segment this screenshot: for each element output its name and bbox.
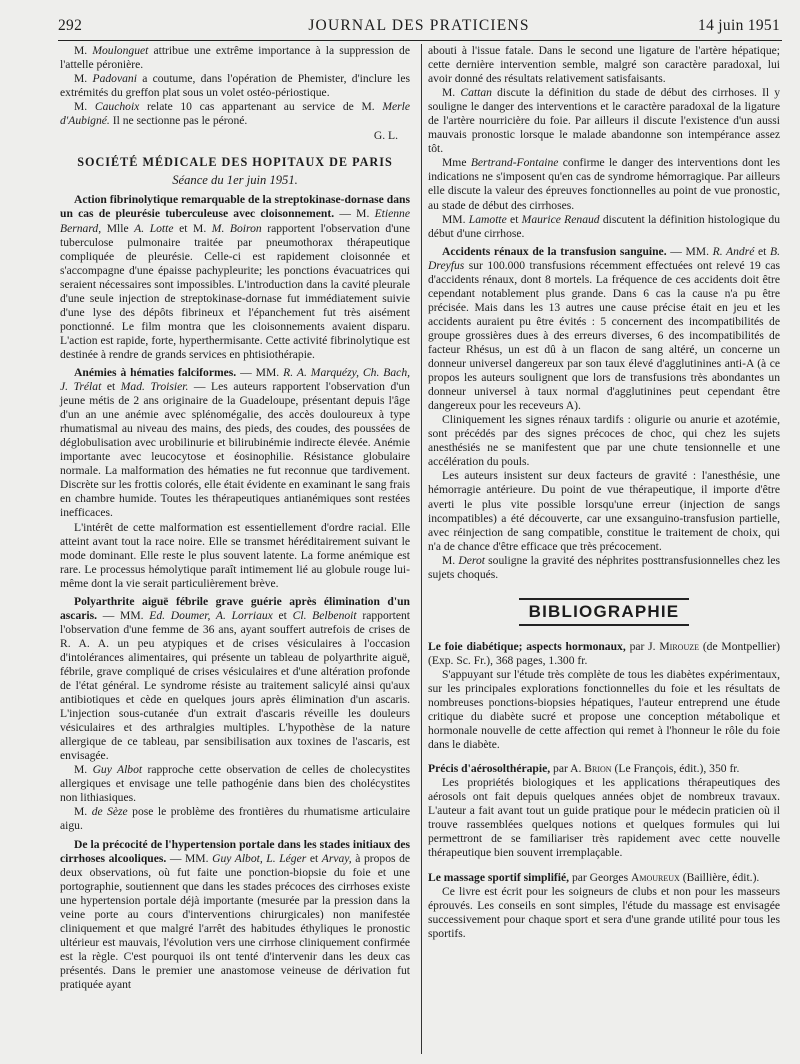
paragraph: M. de Sèze pose le problème des frontières du rhumatisme articulaire aigu. xyxy=(60,805,410,833)
page-number: 292 xyxy=(58,17,83,34)
paragraph: M. Cauchoix relate 10 cas appartenant au service de M. Merle d'Aubigné. Il ne sectionne pas le péroné. xyxy=(60,100,410,128)
header-rule xyxy=(58,40,782,41)
book-title-line: Précis d'aérosolthérapie, par A. Brion (Le François, édit.), 350 fr. xyxy=(428,762,740,776)
paragraph: M. Padovani a coutume, dans l'opération de Phemister, d'inclure les extrémités du greffon plat sous un volet ostéo-périostique. xyxy=(60,72,410,100)
book-title-line: Le massage sportif simplifié, par Georges Amoureux (Baillière, édit.). xyxy=(428,870,760,884)
signature: G. L. xyxy=(373,129,398,143)
paragraph: Cliniquement les signes rénaux tardifs : oligurie ou anurie et azotémie, sont précédés par des signes précoces de choc, qui chez les sujets anesthésiés ne se manifestent que par une chute tensionnelle et une accélération du pouls. xyxy=(428,413,780,469)
article: Anémies à hématies falciformes. — MM. R. A. Marquézy, Ch. Bach, J. Trélat et Mad. Troisier. — Les auteurs rapportent l'observation d'un jeune métis de 2 ans originaire de la Guadeloupe, présentant depuis l'âge d'un an une anémie avec splénomégalie, des accès douloureux à type rhumatismal au niveau des mains, des pieds, des coudes, des poussées de déglobulisation avec urobilinurie et bilirubinémie indirecte élevée. Anémie importante avec leucocytose et éosinophilie. Résistance globulaire normale. La malformation des hématies ne fut reconnue que tardivement. Discrète sur les frottis colorés, elle était évidente en examinant le sang frais en chambre humide. Toutes les thérapeutiques antianémiques sont restées inefficaces. xyxy=(60,365,411,520)
book-summary: S'appuyant sur l'étude très complète de tous les diabètes expérimentaux, sur les principales explorations fonctionnelles du foie et les résultats de nombreuses ponctions-biopsies hépatiques, l'auteur entreprend une étude critique du diabète sucré et propose une conception métabolique et hormonale nouvelle de cette affection qui remet à l'honneur le rôle du foie dans le diabète. xyxy=(428,667,780,752)
column-divider xyxy=(421,44,422,1054)
article: Action fibrinolytique remarquable de la streptokinase-dornase dans un cas de pleurésie tuberculeuse avec cloisonnement. — M. Etienne Bernard, Mlle A. Lotte et M. M. Boiron rapportent l'observation d'une tuberculose pulmonaire traitée par pneumothorax thérapeutique compliquée de pleurésie. Celle-ci est rapidement cloisonnée et s'accompagne d'une épaisse pachypleurite; les ponctions évacuatrices qui seraient nécessaires sont impossibles. L'introduction dans la cavité pleurale d'une seule injection de streptokinase-dornase fut immédiatement suivie d'une lyse des dépôts fibrineux et l'épanchement fut très aisément ponctionné. Le film montra que les cloisonnements avaient disparu. L'action est rapide, forte, hyperthermisante. Cette activité fibrinolytique est destinée à rendre de grands services en phtisiothérapie. xyxy=(60,193,411,361)
left-column xyxy=(60,44,410,992)
paragraph: M. Moulonguet attribue une extrême importance à la suppression de l'attelle péronière. xyxy=(60,44,410,72)
section-heading: SOCIÉTÉ MÉDICALE DES HOPITAUX DE PARIS xyxy=(77,155,393,170)
article: Polyarthrite aiguë fébrile grave guérie après élimination d'un ascaris. — MM. Ed. Doumer, A. Lorriaux et Cl. Belbenoit rapportent l'observation d'une femme de 36 ans, ayant souffert autrefois de crises de R. A. A. un peu atypiques et de crises vésiculaires à l'occasion d'intolérances alimentaires, qui présente un tableau de polyarthrite aiguë, fébrile, grave compliqué de crises vésiculaires et d'une altération profonde de l'état général. Le syndrome résiste au traitement salicylé ainsi qu'aux antibiotiques et cède en quelques jours après élimination d'un ascaris. L'injection sous-cutanée d'un extrait d'ascaris réveille les douleurs vésiculaires et des arthralgies multiples. L'hypothèse de la nature allergique de ce tableau, par sensibilisation aux toxines de l'ascaris, est envisagée. xyxy=(60,594,410,763)
book-review xyxy=(428,871,780,941)
paragraph: M. Cattan discute la définition du stade de début des cirrhoses. Il y souligne le danger des interventions et le caractère paradoxal de la ligature de l'artère nourricière du foie. Par ailleurs il discute l'existence d'un aussi mauvais pronostic lorsque le malade abandonne son intempérance assez tôt. xyxy=(428,86,781,156)
running-header xyxy=(58,15,780,39)
paragraph: Mme Bertrand-Fontaine confirme le danger des interventions dont les indications ne s'imposent qu'en cas de syndrome hémorragique. Par ailleurs elle discute la valeur des épreuves fonctionnelles au point de vue pronostic, au stade de début des cirrhoses. xyxy=(428,156,780,212)
paragraph: abouti à l'issue fatale. Dans le second une ligature de l'artère hépatique; cette dernière intervention semble, malgré son caractère paradoxal, lui avoir donné des résultats relativement satisfaisants. xyxy=(428,44,780,86)
right-column xyxy=(428,44,780,941)
book-review xyxy=(428,640,780,752)
book-title-line: Le foie diabétique; aspects hormonaux, par J. Mirouze (de Montpellier) (Exp. Sc. Fr.), 368 pages, 1.300 fr. xyxy=(428,639,781,667)
journal-title: JOURNAL DES PRATICIENS xyxy=(308,17,530,34)
paragraph: M. Derot souligne la gravité des néphrites posttransfusionnelles chez les sujets choqués. xyxy=(428,553,780,581)
book-summary: Ce livre est écrit pour les soigneurs de clubs et non pour les masseurs éprouvés. Les conseils en sont simples, l'étude du massage est envisagée successivement pour chaque sport et sera d'une grande utilité pour tous les sportifs. xyxy=(428,884,780,940)
article: De la précocité de l'hypertension portale dans les stades initiaux des cirrhoses alcooliques. — MM. Guy Albot, L. Léger et Arvay, à propos de deux observations, où fut faite une ponction-biopsie du foie et une portographie, soutiennent que dans les stades précoces des cirrhoses existe une hypertension portale déjà importante (mesurée par la pression dans la veine porte au cours d'interventions chirurgicales) non manifestée cliniquement et que malgré l'arrêt des habitudes éthyliques le pronostic ultérieur est mauvais, l'évolution vers une cirrhose cliniquement confirmée est la règle. C'est pourquoi ils ont tenté d'intervenir dans les deux cas présentés. Dans le premier une anastomose veineuse de dérivation fut pratiquée ayant xyxy=(60,837,411,991)
book-review xyxy=(428,762,780,860)
session-date: Séance du 1er juin 1951. xyxy=(172,173,298,188)
book-summary: Les propriétés biologiques et les applications thérapeutiques des aérosols ont fait depuis quelques années objet de nombreux travaux. L'auteur a fait avant tout un guide pratique pour le médecin praticien où il trouve rassemblées quelques notions et quelques formules qui lui permettront de se familiariser très rapidement avec cette nouvelle thérapeutique bien souvent irremplaçable. xyxy=(428,776,780,860)
article: Accidents rénaux de la transfusion sanguine. — MM. R. André et B. Dreyfus sur 100.000 transfusions récemment effectuées ont relevé 19 cas d'accidents rénaux, dont 8 mortels. La fréquence de ces accidents doit être cependant notablement plus grande. Dans 6 cas la cause n'a pu être précisée. Mais dans les 13 autres une cause précise était en jeu et les accidents auraient pu être évités : 5 concernent des incompatibilités de groupe grossières dues à des erreurs diverses, 6 des incompatibilités de facteur Rhésus, un est dû à un flacon de sang altéré, un concerne un donneur universel dangereux par son taux élevé d'agglutinines anti-A (à ce propos les auteurs soulignent que lors de transfusions très abondantes un donneur universel à taux normal d'agglutinines peut cependant être dangereux pour les receveurs A). xyxy=(428,244,781,413)
issue-date: 14 juin 1951 xyxy=(698,17,780,34)
paragraph: MM. Lamotte et Maurice Renaud discutent la définition histologique du début d'une cirrhose. xyxy=(428,212,781,240)
paragraph: M. Guy Albot rapproche cette observation de celles de cholecystites allergiques et envisage une telle pathogénie dans bien des cholécystites non lithiasiques. xyxy=(60,763,410,805)
paragraph: L'intérêt de cette malformation est essentiellement d'ordre racial. Elle atteint avant tout la race noire. Elle se transmet héréditairement suivant le mode dominant. Elle reste le plus souvent latente. La forme anémique est rare. Le processus hémolytique paraît intimement lié au globule rouge lui-même dont la vie serait particulièrement brève. xyxy=(60,520,410,590)
bibliography-heading: BIBLIOGRAPHIE xyxy=(428,598,780,626)
paragraph: Les auteurs insistent sur deux facteurs de gravité : l'anesthésie, une hémorragie antérieure. Du point de vue thérapeutique, il importe d'être averti le plus vite possible lorsqu'une erreur (injection de sangs incompatibles) a été découverte, car une exsanguino-transfusion partielle, avec réinjection de sang compatible, constitue le traitement de choix, qui n'a de chance d'être efficace que très précocement. xyxy=(428,469,780,553)
